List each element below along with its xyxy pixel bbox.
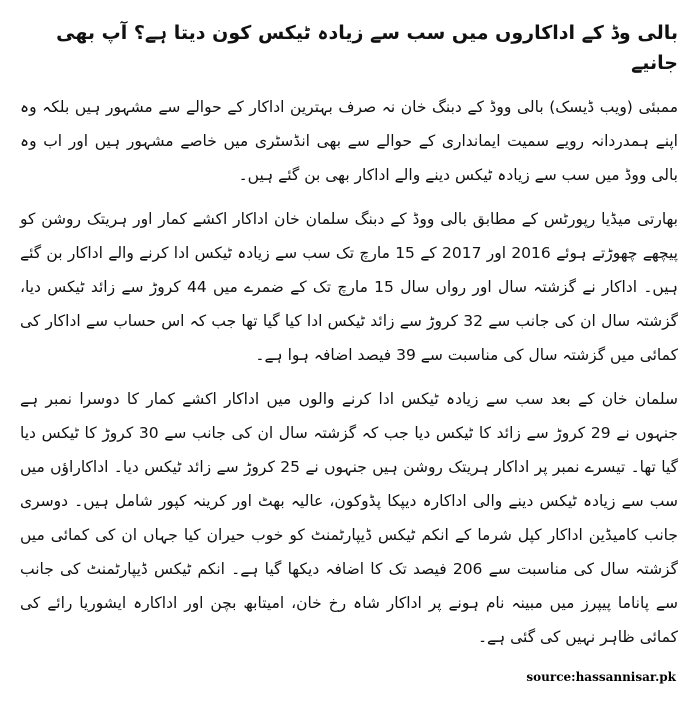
- paragraph-2: بھارتی میڈیا رپورٹس کے مطابق بالی ووڈ کے دبنگ سلمان خان اداکار اکشے کمار اور ہریتک روشن کو پیچھے چھوڑتے ہوئے 2016 اور 2017 کے 15 مارچ تک سب سے زیادہ ٹیکس ادا کرنے والے اداکار بن گئے ہیں۔ اداکار نے گزشتہ سال اور رواں سال 15 مارچ تک کے ضمرے میں 44 کروڑ سے زائد ٹیکس دیا، گزشتہ سال ان کی جانب سے 32 کروڑ سے زائد ٹیکس ادا کیا گیا تھا جب کہ اس حساب سے اداکار کی کمائی میں گزشتہ سال کی مناسبت سے 39 فیصد اضافہ ہوا ہے۔: [20, 210, 678, 364]
- source-credit: source:hassannisar.pk: [526, 670, 676, 684]
- paragraph-3: سلمان خان کے بعد سب سے زیادہ ٹیکس ادا کرنے والوں میں اداکار اکشے کمار کا دوسرا نمبر ہے جنہوں نے 29 کروڑ سے زائد کا ٹیکس دیا جب کہ گزشتہ سال ان کی جانب سے 30 کروڑ کا ٹیکس دیا گیا تھا۔ تیسرے نمبر پر اداکار ہریتک روشن ہیں جنہوں نے 25 کروڑ سے زائد ٹیکس دیا۔ اداکاراؤں میں سب سے زیادہ ٹیکس دینے والی اداکارہ دیپکا پڈوکون، عالیہ بھٹ اور کرینہ کپور شامل ہیں۔ دوسری جانب کامیڈین اداکار کپل شرما کے انکم ٹیکس ڈیپارٹمنٹ کو خوب حیران کیا جہاں ان کی کمائی میں گزشتہ سال کی مناسبت سے 206 فیصد تک کا اضافہ دیکھا گیا ہے۔ انکم ٹیکس ڈیپارٹمنٹ کی جانب سے پاناما پیپرز میں مبینہ نام ہونے پر اداکار شاہ رخ خان، امیتابھ بچن اور اداکارہ ایشوریا رائے کی کمائی ظاہر نہیں کی گئی ہے۔: [20, 390, 679, 646]
- paragraph-1: ممبئی (ویب ڈیسک) بالی ووڈ کے دبنگ خان نہ صرف بہترین اداکار کے حوالے سے مشہور ہیں بلکہ وہ اپنے ہمدردانہ رویے سمیت ایمانداری کے حوالے سے بھی انڈسٹری میں خاصے مشہور ہیں اور اب وہ بالی ووڈ میں سب سے زیادہ ٹیکس دینے والے اداکار بھی بن گئے ہیں۔: [20, 98, 678, 184]
- article-title: بالی وڈ کے اداکاروں میں سب سے زیادہ ٹیکس کون دیتا ہے؟ آپ بھی جانیے: [56, 22, 678, 74]
